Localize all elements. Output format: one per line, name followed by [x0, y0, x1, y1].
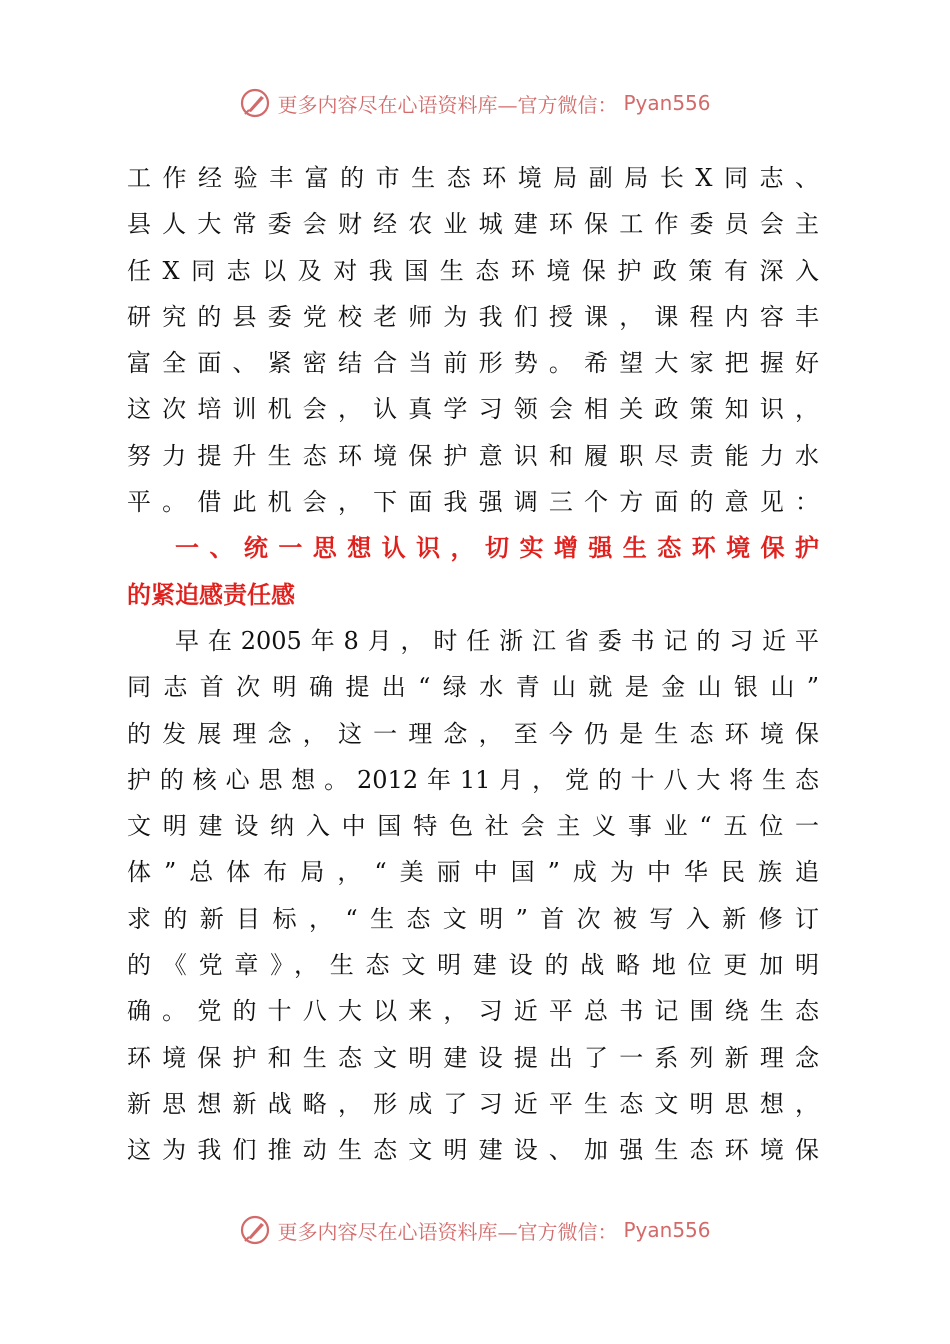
text-line: 早在2005年8月，时任浙江省委书记的习近平	[175, 626, 819, 655]
text-line: 新思想新战略，形成了习近平生态文明思想，	[127, 1089, 819, 1118]
document-body	[127, 155, 819, 1174]
section-heading-line: 一、统一思想认识，切实增强生态环境保护	[175, 534, 819, 563]
text-line: 这次培训机会，认真学习领会相关政策知识，	[127, 395, 819, 424]
text-line: 确。党的十八大以来，习近平总书记围绕生态	[127, 997, 819, 1026]
header-watermark	[0, 83, 950, 123]
footer-watermark	[0, 1210, 950, 1250]
text-line: 研究的县委党校老师为我们授课，课程内容丰	[127, 302, 819, 331]
text-line: 环境保护和生态文明建设提出了一系列新理念	[127, 1043, 819, 1072]
text-line: 同志首次明确提出“绿水青山就是金山银山”	[127, 673, 819, 702]
text-line: 任X同志以及对我国生态环境保护政策有深入	[127, 256, 819, 285]
text-line: 平。借此机会，下面我强调三个方面的意见：	[127, 488, 819, 517]
section-heading-line: 的紧迫感责任感	[127, 580, 295, 609]
watermark-text: 更多内容尽在心语资料库—官方微信：	[277, 92, 618, 117]
text-line: 这为我们推动生态文明建设、加强生态环境保	[127, 1136, 819, 1165]
text-line: 的发展理念，这一理念，至今仍是生态环境保	[127, 719, 819, 748]
quill-pen-circle-icon	[239, 87, 271, 119]
text-line: 县人大常委会财经农业城建环保工作委员会主	[127, 210, 819, 239]
text-line: 工作经验丰富的市生态环境局副局长X同志、	[127, 164, 819, 192]
watermark-text: 更多内容尽在心语资料库—官方微信：	[277, 1219, 618, 1244]
text-line: 努力提升生态环境保护意识和履职尽责能力水	[127, 441, 819, 470]
watermark-wechat-id: Pyan556	[623, 91, 711, 115]
text-line: 的《党章》，生态文明建设的战略地位更加明	[127, 951, 819, 980]
quill-pen-circle-icon	[239, 1214, 271, 1246]
text-line: 富全面、紧密结合当前形势。希望大家把握好	[127, 349, 819, 378]
text-line: 求的新目标，“生态文明”首次被写入新修订	[127, 904, 819, 933]
watermark-wechat-id: Pyan556	[623, 1218, 711, 1242]
text-line: 文明建设纳入中国特色社会主义事业“五位一	[127, 812, 819, 841]
text-line: 护的核心思想。2012年11月，党的十八大将生态	[127, 765, 819, 794]
text-line: 体”总体布局，“美丽中国”成为中华民族追	[127, 858, 819, 887]
